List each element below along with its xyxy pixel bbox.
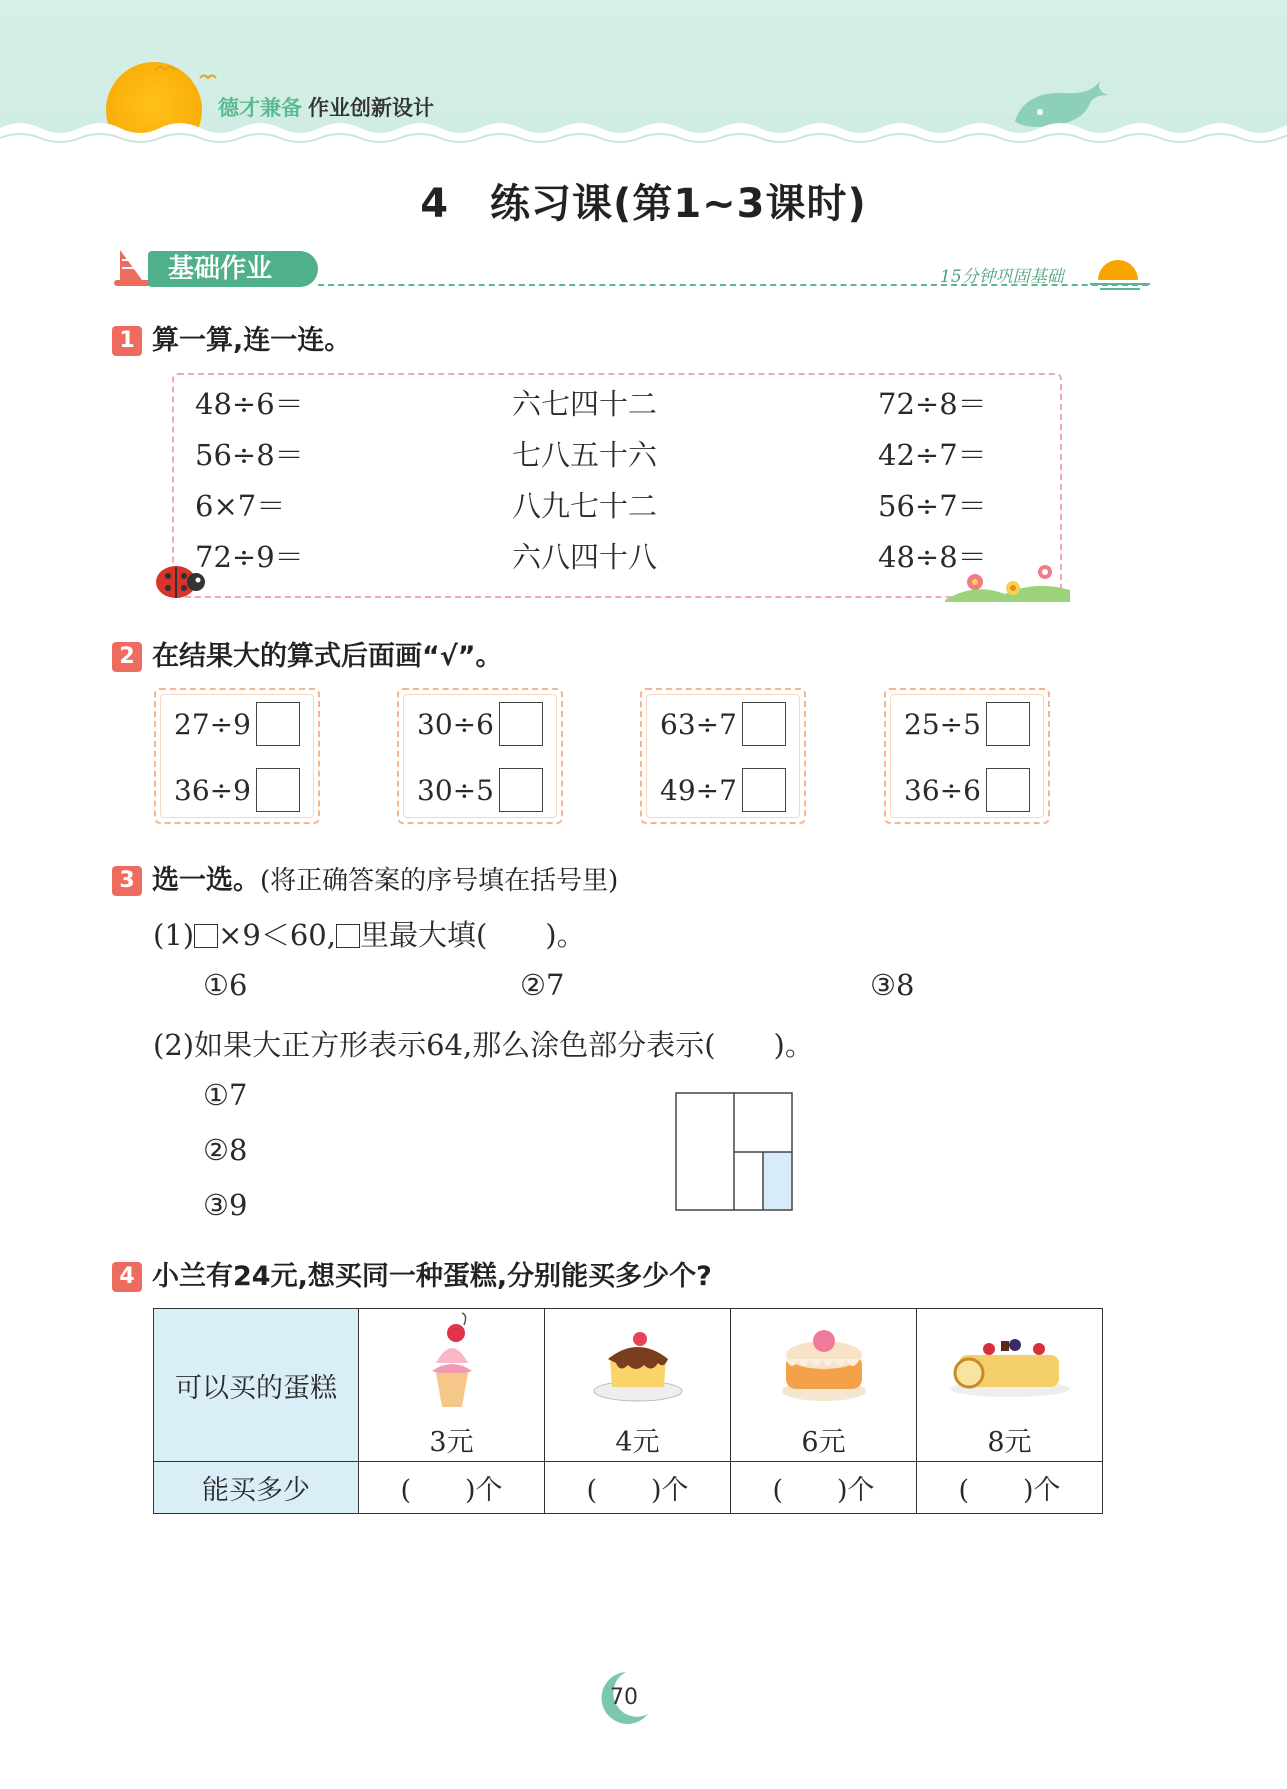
page-header (0, 0, 1287, 150)
q4-heading (112, 1254, 712, 1293)
q1-left-1: 56÷8＝ (195, 438, 304, 472)
q2-group-3 (640, 688, 806, 824)
q3-part2-option-1: ①7 (203, 1078, 248, 1112)
q2-number: 2 (112, 642, 142, 672)
flowers-icon (945, 560, 1070, 602)
q1-right-1: 42÷7＝ (878, 438, 987, 472)
round-cake-icon (776, 1311, 872, 1411)
section-label: 基础作业 (148, 251, 318, 287)
table-row (154, 1309, 1103, 1462)
price-4: 8元 (987, 1427, 1032, 1458)
q1-heading (112, 318, 351, 357)
q3-part1-mid: ×9＜60, (218, 918, 336, 952)
shaded-part (763, 1152, 792, 1210)
q3-note: (将正确答案的序号填在括号里) (260, 866, 619, 896)
row1-label: 可以买的蛋糕 (154, 1309, 359, 1462)
q2-group-2 (397, 688, 563, 824)
q2-expr-3a: 63÷7 (660, 708, 737, 741)
cake-cell-3 (731, 1309, 917, 1462)
brand-green: 德才兼备 (218, 96, 302, 120)
q1-left-2: 6×7＝ (195, 489, 286, 523)
answer-cell-2[interactable]: ( )个 (545, 1462, 731, 1514)
cake-table (153, 1308, 1103, 1514)
cake-cell-4 (917, 1309, 1103, 1462)
q1-right-3: 48÷8＝ (878, 540, 987, 574)
ladybug-icon (150, 558, 206, 602)
q2-expr-4b: 36÷6 (904, 774, 981, 807)
q2-expr-2a: 30÷6 (417, 708, 494, 741)
q2-answer-box-1a[interactable] (256, 702, 300, 746)
answer-cell-4[interactable]: ( )个 (917, 1462, 1103, 1514)
q2-answer-box-4b[interactable] (986, 768, 1030, 812)
q3-part1-prefix: (1) (153, 918, 195, 952)
q1-mid-1: 七八五十六 (512, 438, 658, 472)
q3-part1-option-3: ③8 (870, 968, 915, 1002)
q2-answer-box-1b[interactable] (256, 768, 300, 812)
q2-answer-box-2b[interactable] (499, 768, 543, 812)
q2-answer-box-2a[interactable] (499, 702, 543, 746)
q2-answer-box-4a[interactable] (986, 702, 1030, 746)
q1-left-0: 48÷6＝ (195, 387, 304, 421)
price-2: 4元 (615, 1427, 660, 1458)
q1-right-2: 56÷7＝ (878, 489, 987, 523)
section-subtitle: 15分钟巩固基础 (940, 267, 1064, 287)
row2-label: 能买多少 (154, 1462, 359, 1514)
q3-number: 3 (112, 866, 142, 896)
price-1: 3元 (429, 1427, 474, 1458)
square-diagram (675, 1092, 795, 1212)
page-title: 4 练习课(第1~3课时) (420, 181, 867, 227)
q4-number: 4 (112, 1262, 142, 1292)
q3-text: 选一选。 (152, 865, 260, 896)
q3-part1-suffix: 里最大填( )。 (359, 918, 586, 952)
q3-part2-option-3: ③9 (203, 1188, 248, 1222)
q3-part1 (153, 913, 586, 954)
q2-expr-2b: 30÷5 (417, 774, 494, 807)
q3-part1-option-2: ②7 (520, 968, 565, 1002)
q1-right-0: 72÷8＝ (878, 387, 987, 421)
small-sun-icon (1090, 252, 1150, 292)
q1-mid-3: 六八四十八 (512, 540, 658, 574)
q2-heading (112, 634, 503, 673)
q2-answer-box-3a[interactable] (742, 702, 786, 746)
cake-cell-1 (359, 1309, 545, 1462)
table-row (154, 1462, 1103, 1514)
q2-expr-1a: 27÷9 (174, 708, 251, 741)
q2-expr-4a: 25÷5 (904, 708, 981, 741)
q1-mid-2: 八九七十二 (512, 489, 658, 523)
blank-square (194, 924, 218, 948)
q2-answer-box-3b[interactable] (742, 768, 786, 812)
answer-cell-1[interactable]: ( )个 (359, 1462, 545, 1514)
q3-heading (112, 858, 618, 897)
pudding-cake-icon (590, 1311, 686, 1411)
q1-left-3: 72÷9＝ (195, 540, 304, 574)
birds-icon (150, 58, 230, 88)
q2-group-1 (154, 688, 320, 824)
page-number: 70 (610, 1685, 638, 1710)
roll-cake-icon (945, 1311, 1075, 1411)
q2-text: 在结果大的算式后面画“√”。 (152, 641, 503, 672)
answer-cell-3[interactable]: ( )个 (731, 1462, 917, 1514)
q3-part1-option-1: ①6 (203, 968, 248, 1002)
q4-text: 小兰有24元,想买同一种蛋糕,分别能买多少个? (152, 1261, 712, 1292)
header-wave (0, 112, 1287, 150)
q2-expr-1b: 36÷9 (174, 774, 251, 807)
q1-number: 1 (112, 326, 142, 356)
q2-group-4 (884, 688, 1050, 824)
q1-mid-0: 六七四十二 (512, 387, 658, 421)
cake-cell-2 (545, 1309, 731, 1462)
blank-square (336, 924, 360, 948)
q3-part2-text: (2)如果大正方形表示64,那么涂色部分表示( )。 (153, 1028, 814, 1062)
price-3: 6元 (801, 1427, 846, 1458)
q2-expr-3b: 49÷7 (660, 774, 737, 807)
q1-text: 算一算,连一连。 (152, 325, 352, 356)
cupcake-icon (422, 1311, 482, 1411)
q3-part2-option-2: ②8 (203, 1133, 248, 1167)
brand-dark: 作业创新设计 (308, 96, 434, 120)
